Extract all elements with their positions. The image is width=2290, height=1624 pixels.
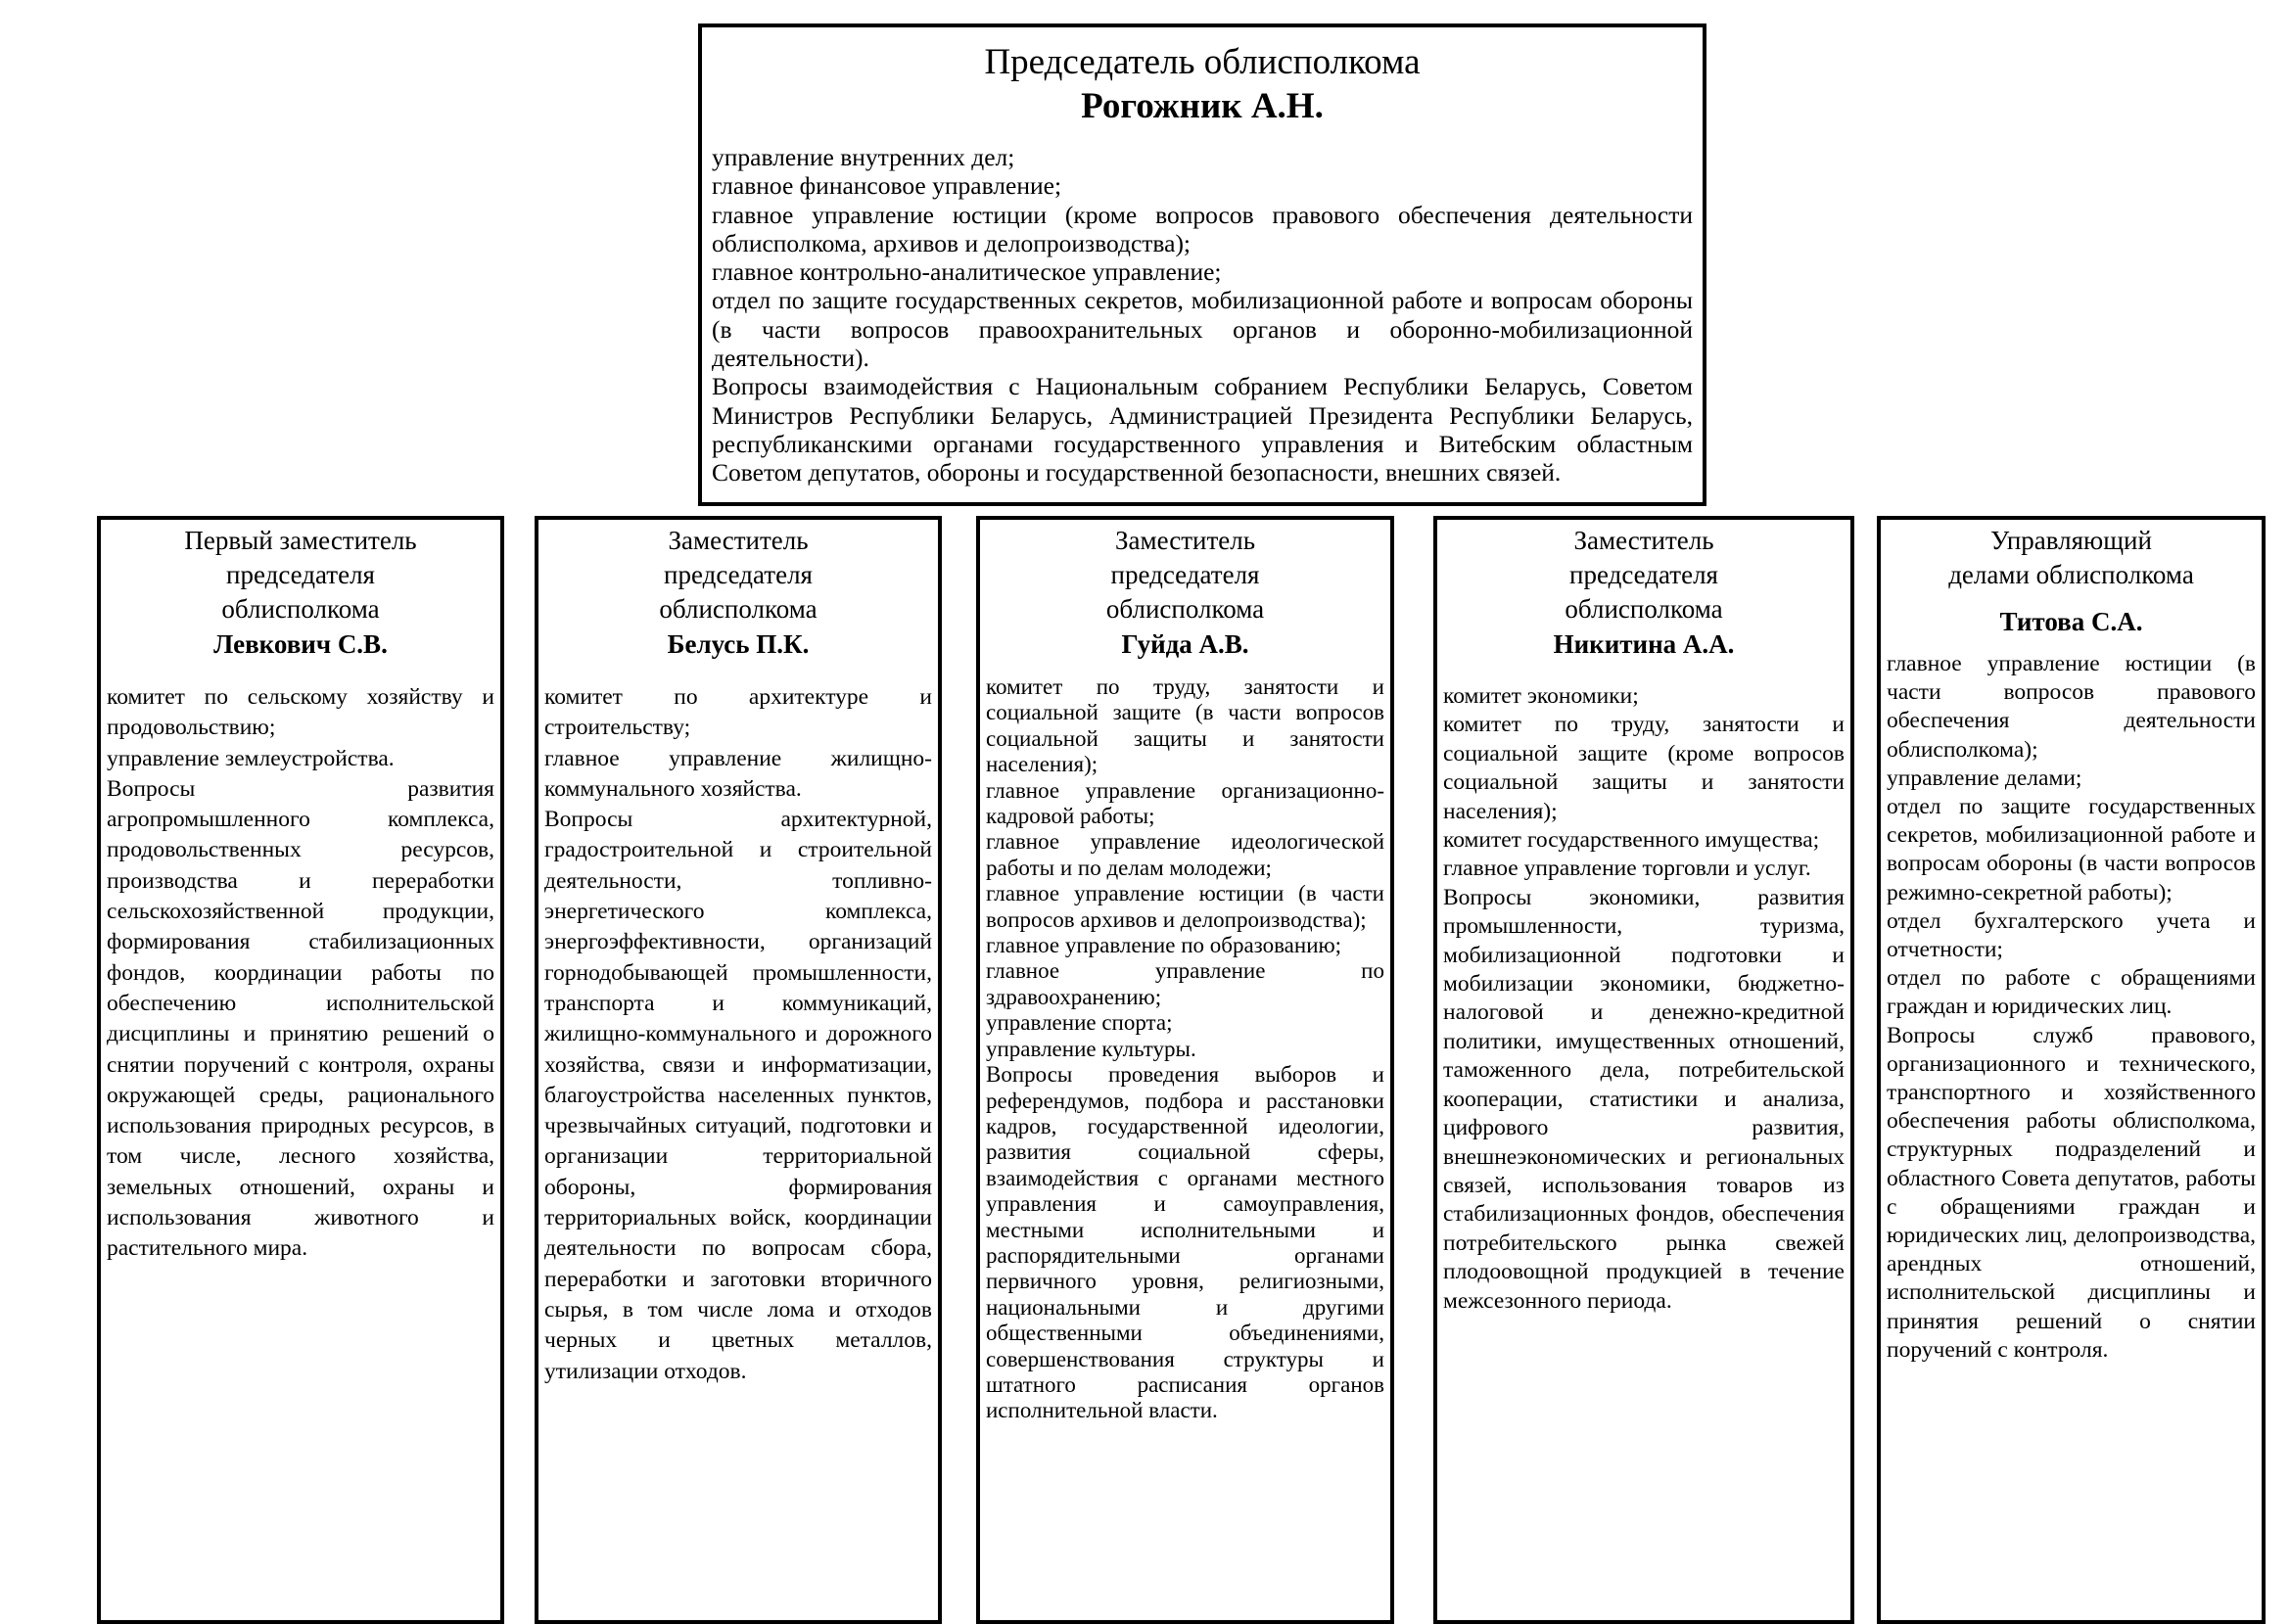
deputy-title-line: председателя: [226, 560, 375, 589]
deputy-title-line: облисполкома: [221, 594, 380, 624]
duty-item: комитет по сельскому хозяйству и продовольствию;: [107, 684, 494, 741]
deputy-name: Титова С.А.: [1999, 607, 2143, 636]
deputy-duties: [107, 682, 494, 1265]
deputy-title-line: Заместитель: [1114, 526, 1256, 555]
duty-item: комитет по труду, занятости и социальной защите (в части вопросов социальной защиты и занятости населения);: [986, 674, 1384, 777]
deputy-duties: [1443, 682, 1845, 1316]
duty-item: главное управление по образованию;: [986, 933, 1342, 958]
duty-item: управление землеустройства.: [107, 745, 395, 771]
duty-item: Вопросы служб правового, организационного и технического, транспортного и хозяйственного обеспечения работы облисполкома, структурных подразделений и областного Совета депутатов, работы с обращениями граждан и юридических лиц, делопроизводства, арендных отношений, исполнительской дисциплины и принятия решений о снятии поручений с контроля.: [1887, 1022, 2256, 1363]
duty-item: Вопросы экономики, развития промышленности, туризма, мобилизационной подготовки и мобилизации экономики, бюджетно-налоговой и денежно-кредитной политики, имущественных отношений, таможенного дела, потребительской кооперации, статистики и анализа, цифрового развития, внешнеэкономических и региональных связей, использования товаров из стабилизационных фондов, обеспечения потребительского рынка свежей плодоовощной продукцией в течение межсезонного периода.: [1443, 884, 1845, 1314]
deputy-name: Левкович С.В.: [213, 629, 388, 659]
deputy-box-belus: [535, 516, 942, 1624]
deputy-title-line: Управляющий: [1990, 526, 2152, 555]
deputy-duties: [986, 674, 1384, 1424]
deputy-title-line: председателя: [1569, 560, 1718, 589]
deputy-box-levkovich: [97, 516, 504, 1624]
deputy-name: Никитина А.А.: [1553, 629, 1735, 659]
deputy-name: Гуйда А.В.: [1121, 629, 1249, 659]
deputy-name: Белусь П.К.: [667, 629, 810, 659]
duty-item: управление культуры.: [986, 1036, 1196, 1061]
chairman-duties: [712, 143, 1693, 487]
duty-item: главное управление идеологической работы и по делам молодежи;: [986, 829, 1384, 880]
deputy-title-line: Заместитель: [1573, 526, 1714, 555]
duty-item: Вопросы архитектурной, градостроительной и строительной деятельности, топливно-энергетического комплекса, энергоэффективности, организаций горнодобывающей промышленности, транспорта и коммуникаций, жилищно-коммунального и дорожного хозяйства, связи и информатизации, благоустройства населенных пунктов, чрезвычайных ситуаций, подготовки и организации территориальной обороны, формирования территориальных войск, координации деятельности по вопросам сбора, переработки и заготовки вторичного сырья, в том числе лома и отходов черных и цветных металлов, утилизации отходов.: [544, 807, 932, 1384]
deputy-title-line: Первый заместитель: [184, 526, 417, 555]
duty-item: отдел по защите государственных секретов, мобилизационной работе и вопросам обороны (в части вопросов правоохранительных органов и оборонно-мобилизационной деятельности).: [712, 286, 1693, 373]
duty-item: комитет государственного имущества;: [1443, 827, 1820, 854]
deputy-duties: [544, 682, 932, 1387]
deputy-title-line: председателя: [1110, 560, 1260, 589]
duty-item: отдел по работе с обращениями граждан и юридических лиц.: [1887, 965, 2256, 1020]
duty-item: комитет по архитектуре и строительству;: [544, 684, 932, 741]
duty-item: главное управление торговли и услуг.: [1443, 856, 1811, 882]
deputy-box-nikitina: [1433, 516, 1854, 1624]
deputy-title-line: председателя: [664, 560, 813, 589]
duty-item: отдел по защите государственных секретов, мобилизационной работе и вопросам обороны (в части вопросов режимно-секретной работы);: [1887, 794, 2256, 905]
duty-item: главное управление организационно-кадровой работы;: [986, 777, 1384, 829]
duty-item: управление спорта;: [986, 1010, 1173, 1036]
deputy-title-line: делами облисполкома: [1948, 560, 2194, 589]
chairman-name: Рогожник А.Н.: [1081, 86, 1324, 126]
duty-item: главное контрольно-аналитическое управление;: [712, 257, 1222, 287]
duty-item: Вопросы развития агропромышленного комплекса, продовольственных ресурсов, производства и переработки сельскохозяйственной продукции, формирования стабилизационных фондов, координации работы по обеспечению исполнительской дисциплины и принятию решений о снятии поручений с контроля, охраны окружающей среды, рационального использования природных ресурсов, в том числе, лесного хозяйства, земельных отношений, охраны и использования животного и растительного мира.: [107, 775, 494, 1262]
duty-item: комитет по труду, занятости и социальной защите (кроме вопросов социальной защиты и занятости населения);: [1443, 712, 1845, 824]
deputy-title-line: Заместитель: [668, 526, 809, 555]
duty-item: управление делами;: [1887, 765, 2082, 791]
deputy-title-line: облисполкома: [1105, 594, 1265, 624]
duty-item: главное управление юстиции (в части вопросов архивов и делопроизводства);: [986, 881, 1384, 932]
duty-item: главное финансовое управление;: [712, 171, 1062, 201]
chairman-box: [698, 23, 1706, 506]
duty-item: главное управление юстиции (в части вопросов правового обеспечения деятельности облисполкома);: [1887, 651, 2256, 763]
deputy-duties: [1887, 650, 2256, 1365]
duty-item: Вопросы взаимодействия с Национальным собранием Республики Беларусь, Советом Министров Республики Беларусь, Администрацией Президента Республики Беларусь, республиканскими органами государственного управления и Витебским областным Советом депутатов, обороны и государственной безопасности, внешних связей.: [712, 372, 1693, 487]
chairman-title: Председатель облисполкома: [984, 42, 1421, 82]
deputy-box-titova: [1877, 516, 2266, 1624]
duty-item: главное управление юстиции (кроме вопросов правового обеспечения деятельности облисполкома, архивов и делопроизводства);: [712, 200, 1693, 257]
deputy-box-guyda: [976, 516, 1394, 1624]
duty-item: главное управление по здравоохранению;: [986, 958, 1384, 1009]
duty-item: управление внутренних дел;: [712, 143, 1015, 171]
duty-item: комитет экономики;: [1443, 683, 1639, 709]
duty-item: отдел бухгалтерского учета и отчетности;: [1887, 907, 2256, 963]
deputy-title-line: облисполкома: [659, 594, 818, 624]
deputy-title-line: облисполкома: [1565, 594, 1723, 624]
duty-item: главное управление жилищно-коммунального хозяйства.: [544, 745, 932, 802]
duty-item: Вопросы проведения выборов и референдумов, подбора и расстановки кадров, государственной идеологии, развития социальной сферы, взаимодействия с органами местного управления и самоуправления, местными исполнительными и распорядительными органами первичного уровня, религиозными, национальными и другими общественными объединениями, совершенствования структуры и штатного расписания органов исполнительной власти.: [986, 1062, 1384, 1423]
